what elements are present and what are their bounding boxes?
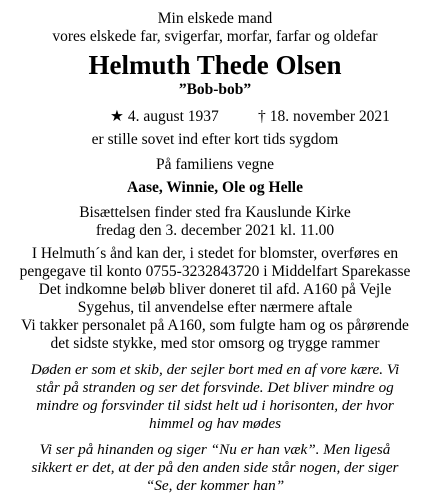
deceased-nickname: ”Bob-bob” [178,81,252,98]
deceased-name: Helmuth Thede Olsen [88,50,342,80]
funeral-line-2: fredag den 3. december 2021 kl. 11.00 [95,222,335,239]
poem-line: sikkert er det, at der på den anden side står nogen, der siger [31,459,399,476]
birth-date-text: 4. august 1937 [127,108,219,125]
intro-line-1: Min elskede mand [157,10,273,27]
poem-line: himmel og hav mødes [148,415,282,432]
donation-line: I Helmuth´s ånd kan der, i stedet for blomster, overføres en [31,245,399,262]
donation-line: Det indkomne beløb bliver doneret til afd. A160 på Vejle [38,281,392,298]
donation-line: Vi takker personalet på A160, som fulgte ham og os pårørende [21,317,409,334]
poem-line: står på stranden og ser det forsvinde. Det bliver mindre og [36,379,394,396]
birth-date [110,108,219,126]
cross-icon: † [258,108,266,125]
poem-line: “Se, der kommer han” [145,477,285,494]
death-date [258,108,390,126]
donation-line: Sygehus, til anvendelse efter nærmere aftale [77,299,353,316]
death-date-text: 18. november 2021 [269,108,390,125]
intro-line-2: vores elskede far, svigerfar, morfar, farfar og oldefar [52,28,378,45]
poem-paragraph-2 [0,441,430,495]
passing-text: er stille sovet ind efter kort tids sygdom [91,131,339,148]
funeral-line-1: Bisættelsen finder sted fra Kauslunde Kirke [79,204,351,221]
family-intro: På familiens vegne [156,156,274,173]
star-icon: ★ [110,108,124,125]
family-names: Aase, Winnie, Ole og Helle [127,179,303,196]
donation-line: pengegave til konto 0755-3232843720 i Middelfart Sparekasse [19,263,411,280]
donation-paragraph [0,245,430,353]
poem-line: Døden er som et skib, der sejler bort med en af vore kære. Vi [30,361,400,378]
donation-line: det sidste stykke, med stor omsorg og trygge rammer [50,335,380,352]
life-dates [0,108,430,126]
poem-paragraph-1 [0,361,430,433]
poem-line: mindre og forsvinder til sidst helt ud i horisonten, der hvor [36,397,394,414]
poem-line: Vi ser på hinanden og siger “Nu er han væk”. Men ligeså [39,441,391,458]
